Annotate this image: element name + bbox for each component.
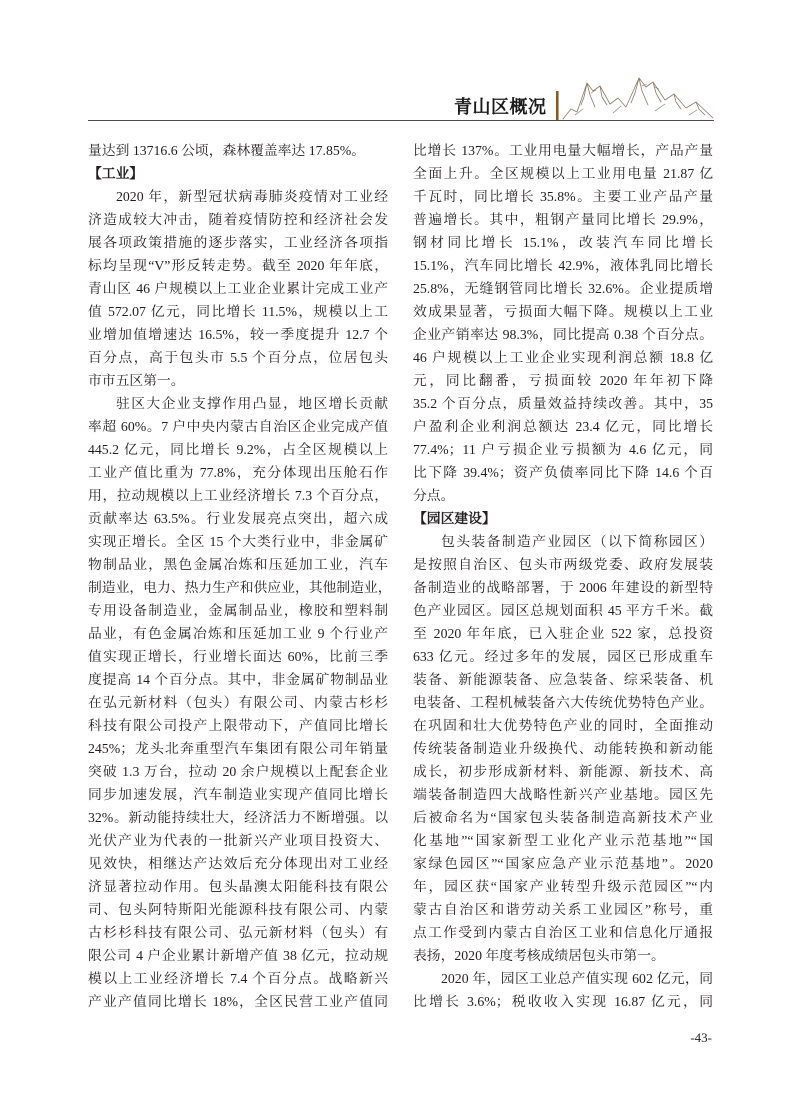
- paragraph-line: 量达到 13716.6 公顷，森林覆盖率达 17.85%。: [88, 143, 366, 158]
- paragraph-line: 245%；龙头北奔重型汽车集团有限公司年销量: [88, 741, 388, 756]
- paragraph-line: 表扬，2020 年度考核成绩居包头市第一。: [413, 948, 665, 963]
- paragraph-line: 全面上升。全区规模以上工业用电量 21.87 亿: [413, 166, 713, 181]
- paragraph-line: 点工作受到内蒙古自治区工业和信息化厅通报: [413, 925, 713, 940]
- paragraph-line: 百分点，高于包头市 5.5 个百分点，位居包头: [88, 350, 388, 365]
- paragraph-line: 贡献率达 63.5%。行业发展亮点突出，超六成: [88, 511, 388, 526]
- paragraph-line: 值 572.07 亿元，同比增长 11.5%，规模以上工: [88, 304, 388, 319]
- paragraph-line: 2020 年，新型冠状病毒肺炎疫情对工业经: [116, 189, 388, 204]
- paragraph: [413, 967, 713, 1013]
- paragraph-line: 比下降 39.4%；资产负债率同比下降 14.6 个百: [413, 465, 713, 480]
- paragraph-line: 比增长 3.6%；税收收入实现 16.87 亿元，同: [413, 994, 713, 1009]
- paragraph-line: 古杉杉科技有限公司、弘元新材料（包头）有: [88, 925, 388, 940]
- paragraph-line: 济显著拉动作用。包头晶澳太阳能科技有限公: [88, 879, 388, 894]
- paragraph-line: 是按照自治区、包头市两级党委、政府发展装: [413, 557, 713, 572]
- paragraph-line: 度提高 14 个百分点。其中，非金属矿物制品业: [88, 672, 388, 687]
- running-header-title: 青山区概况: [454, 97, 547, 118]
- paragraph-line: 制造业，电力、热力生产和供应业，其他制造业，: [88, 580, 392, 595]
- paragraph-line: 2020 年，园区工业总产值实现 602 亿元，同: [441, 971, 713, 986]
- paragraph-line: 15.1%，汽车同比增长 42.9%，液体乳同比增长: [413, 258, 713, 273]
- paragraph-line: 在巩固和壮大优势特色产业的同时，全面推动: [413, 718, 713, 733]
- paragraph-line: 科技有限公司投产上限带动下，产值同比增长: [88, 718, 388, 733]
- paragraph-line: 电装备、工程机械装备六大传统优势特色产业。: [413, 695, 713, 710]
- paragraph-line: 品业，有色金属冶炼和压延加工业 9 个行业产: [88, 626, 388, 641]
- paragraph-line: 家绿色园区”“国家应急产业示范基地”。2020: [413, 856, 713, 871]
- mountain-outline: [563, 78, 713, 119]
- mountain-illustration: [555, 69, 715, 121]
- paragraph-line: 年，园区获“国家产业转型升级示范园区”“内: [413, 879, 713, 894]
- paragraph-line: 后被命名为“国家包头装备制造高新技术产业: [413, 810, 713, 825]
- right-text-column: [413, 139, 713, 1013]
- paragraph-line: 蒙古自治区和谐劳动关系工业园区”称号，重: [413, 902, 713, 917]
- paragraph-line: 用，拉动规模以上工业经济增长 7.3 个百分点，: [88, 488, 388, 503]
- paragraph-line: 效成果显著，亏损面大幅下降。规模以上工业: [413, 304, 713, 319]
- paragraph-line: 千瓦时，同比增长 35.8%。主要工业产品产量: [413, 189, 713, 204]
- paragraph-line: 成长，初步形成新材料、新能源、新技术、高: [413, 764, 713, 779]
- paragraph-line: 驻区大企业支撑作用凸显，地区增长贡献: [116, 396, 388, 411]
- paragraph-line: 模以上工业经济增长 7.4 个百分点。战略新兴: [88, 971, 388, 986]
- paragraph-line: 业增加值增速达 16.5%，较一季度提升 12.7 个: [88, 327, 388, 342]
- paragraph-line: 限公司 4 户企业累计新增产值 38 亿元，拉动规: [88, 948, 388, 963]
- paragraph-line: 突破 1.3 万台，拉动 20 余户规模以上配套企业: [88, 764, 388, 779]
- paragraph: [88, 392, 392, 1013]
- paragraph-line: 工业产值比重为 77.8%，充分体现出压舱石作: [88, 465, 388, 480]
- paragraph-line: 产业产值同比增长 18%，全区民营工业产值同: [88, 994, 388, 1009]
- paragraph-line: 传统装备制造业升级换代、动能转换和新动能: [413, 741, 713, 756]
- paragraph: [88, 185, 388, 392]
- paragraph-line: 市市五区第一。: [88, 373, 185, 388]
- paragraph-line: 备制造业的战略部署，于 2006 年建设的新型特: [413, 580, 713, 595]
- paragraph-line: 46 户规模以上工业企业实现利润总额 18.8 亿: [413, 350, 713, 365]
- paragraph-line: 32%。新动能持续壮大，经济活力不断增强。以: [88, 810, 388, 825]
- paragraph-line: 物制品业，黑色金属冶炼和压延加工业，汽车: [88, 557, 388, 572]
- paragraph-line: 色产业园区。园区总规划面积 45 平方千米。截: [413, 603, 713, 618]
- paragraph-line: 77.4%；11 户亏损企业亏损额为 4.6 亿元，同: [413, 442, 713, 457]
- paragraph-line: 同步加速发展，汽车制造业实现产值同比增长: [88, 787, 388, 802]
- section-heading: 【园区建设】: [413, 511, 496, 526]
- paragraph-line: 化基地”“国家新型工业化产业示范基地”“国: [413, 833, 713, 848]
- paragraph-line: 司、包头阿特斯阳光能源科技有限公司、内蒙: [88, 902, 388, 917]
- paragraph-line: 至 2020 年年底，已入驻企业 522 家，总投资: [413, 626, 713, 641]
- paragraph: [88, 139, 388, 162]
- paragraph-line: 展各项政策措施的逐步落实，工业经济各项指: [88, 235, 388, 250]
- paragraph-line: 值实现正增长，行业增长面达 60%，比前三季: [88, 649, 388, 664]
- paragraph-line: 济造成较大冲击，随着疫情防控和经济社会发: [88, 212, 388, 227]
- page-number: -43-: [690, 1030, 712, 1045]
- paragraph-line: 分点。: [413, 488, 455, 503]
- paragraph-line: 光伏产业为代表的一批新兴产业项目投资大、: [88, 833, 388, 848]
- paragraph-line: 标均呈现“V”形反转走势。截至 2020 年年底，: [88, 258, 388, 273]
- paragraph-line: 率超 60%。7 户中央内蒙古自治区企业完成产值: [88, 419, 388, 434]
- paragraph-line: 在弘元新材料（包头）有限公司、内蒙古杉杉: [88, 695, 388, 710]
- header-separator-bar: [556, 91, 559, 120]
- section-heading: 【工业】: [88, 166, 144, 181]
- paragraph-line: 钢材同比增长 15.1%，改装汽车同比增长: [413, 235, 713, 250]
- paragraph-line: 包头装备制造产业园区（以下简称园区）: [441, 534, 713, 549]
- paragraph-line: 企业产销率达 98.3%，同比提高 0.38 个百分点。: [413, 327, 713, 342]
- paragraph-line: 比增长 137%。工业用电量大幅增长，产品产量: [413, 143, 713, 158]
- left-text-column: [88, 139, 392, 1013]
- paragraph-line: 端装备制造四大战略性新兴产业基地。园区先: [413, 787, 713, 802]
- paragraph-line: 见效快，相继达产达效后充分体现出对工业经: [88, 856, 388, 871]
- paragraph-line: 633 亿元。经过多年的发展，园区已形成重车: [413, 649, 713, 664]
- paragraph-line: 青山区 46 户规模以上工业企业累计完成工业产: [88, 281, 388, 296]
- paragraph-line: 35.2 个百分点，质量效益持续改善。其中，35: [413, 396, 713, 411]
- paragraph-line: 普遍增长。其中，粗钢产量同比增长 29.9%，: [413, 212, 713, 227]
- paragraph-line: 装备、新能源装备、应急装备、综采装备、机: [413, 672, 713, 687]
- paragraph-line: 实现正增长。全区 15 个大类行业中，非金属矿: [88, 534, 388, 549]
- paragraph-line: 445.2 亿元，同比增长 9.2%，占全区规模以上: [88, 442, 388, 457]
- header-rule: [88, 120, 714, 121]
- paragraph-line: 元，同比翻番，亏损面较 2020 年年初下降: [413, 373, 713, 388]
- paragraph: [413, 139, 713, 507]
- paragraph-line: 户盈利企业利润总额达 23.4 亿元，同比增长: [413, 419, 713, 434]
- paragraph: [413, 530, 713, 967]
- paragraph-line: 专用设备制造业，金属制品业，橡胶和塑料制: [88, 603, 388, 618]
- paragraph-line: 25.8%，无缝钢管同比增长 32.6%。企业提质增: [413, 281, 713, 296]
